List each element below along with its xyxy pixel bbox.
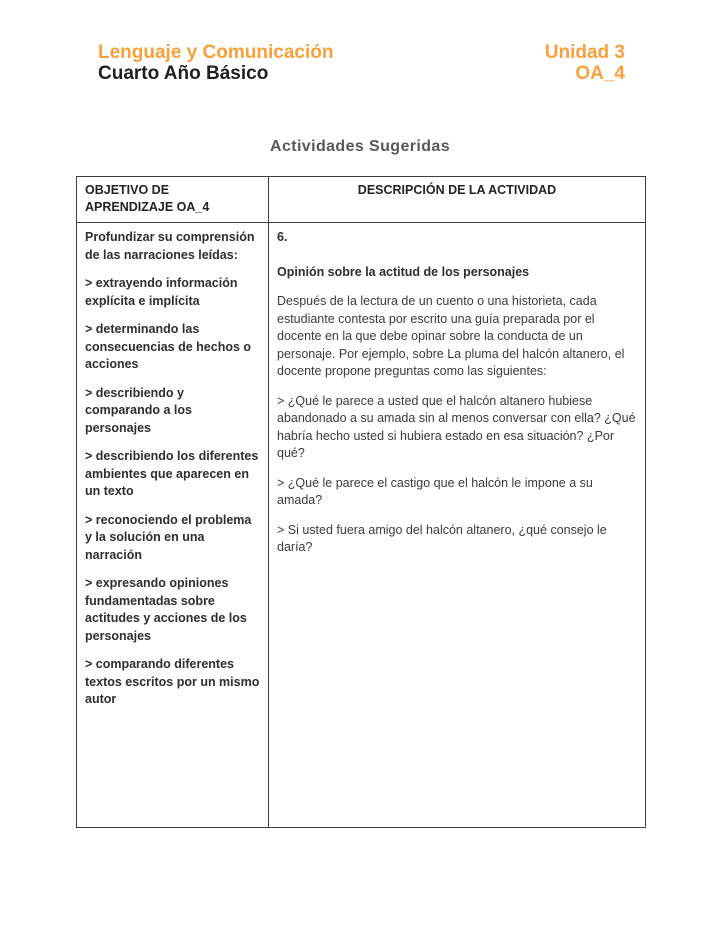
activity-question-1: > ¿Qué le parece a usted que el halcón altanero hubiese abandonado a su amada sin al menos conversar con ella? ¿Qué habría hecho usted si hubiera estado en esa situación? ¿Por qué? xyxy=(277,393,636,460)
table-header xyxy=(77,177,646,223)
page-header xyxy=(98,42,625,84)
objective-item-4: > describiendo los diferentes ambientes que aparecen en un texto xyxy=(85,449,259,498)
objective-item-2: > determinando las consecuencias de hechos o acciones xyxy=(85,322,252,371)
table-header-row xyxy=(77,177,646,223)
unit-label: Unidad 3 xyxy=(544,42,625,63)
objective-item-7: > comparando diferentes textos escritos por un mismo autor xyxy=(85,657,260,706)
objective-item-5: > reconociendo el problema y la solución en una narración xyxy=(85,512,252,562)
grade-subtitle: Cuarto Año Básico xyxy=(98,63,269,84)
objective-item-1: > extrayendo información explícita e implícita xyxy=(85,276,238,308)
objective-cell xyxy=(77,223,269,828)
activity-number: 6. xyxy=(277,230,288,244)
objective-intro: Profundizar su comprensión de las narraciones leídas: xyxy=(85,230,255,262)
page-title: Actividades Sugeridas xyxy=(269,138,451,155)
table-body xyxy=(77,223,646,828)
column-header-description: DESCRIPCIÓN DE LA ACTIVIDAD xyxy=(269,177,646,223)
header-left-block xyxy=(98,42,333,84)
oa-label: OA_4 xyxy=(575,63,625,84)
subject-title: Lenguaje y Comunicación xyxy=(98,42,334,63)
header-right-block xyxy=(545,42,625,84)
table-row xyxy=(77,223,646,828)
activity-question-2: > ¿Qué le parece el castigo que el halcón le impone a su amada? xyxy=(277,475,593,507)
activity-cell xyxy=(269,223,646,828)
column-header-objective: OBJETIVO DE APRENDIZAJE OA_4 xyxy=(77,177,269,223)
activities-table xyxy=(76,176,646,828)
activity-question-3: > Si usted fuera amigo del halcón altanero, ¿qué consejo le daría? xyxy=(277,522,607,554)
activity-intro: Después de la lectura de un cuento o una historieta, cada estudiante contesta por escrito una guía preparada por el docente en la que debe opinar sobre la conducta de un personaje. Por ejemplo, sobre La pluma del halcón altanero, el docente propone preguntas como las siguientes: xyxy=(277,294,625,378)
activity-title: Opinión sobre la actitud de los personajes xyxy=(277,264,530,279)
objective-item-3: > describiendo y comparando a los personajes xyxy=(85,385,192,435)
objective-item-6: > expresando opiniones fundamentadas sobre actitudes y acciones de los personajes xyxy=(85,576,247,643)
